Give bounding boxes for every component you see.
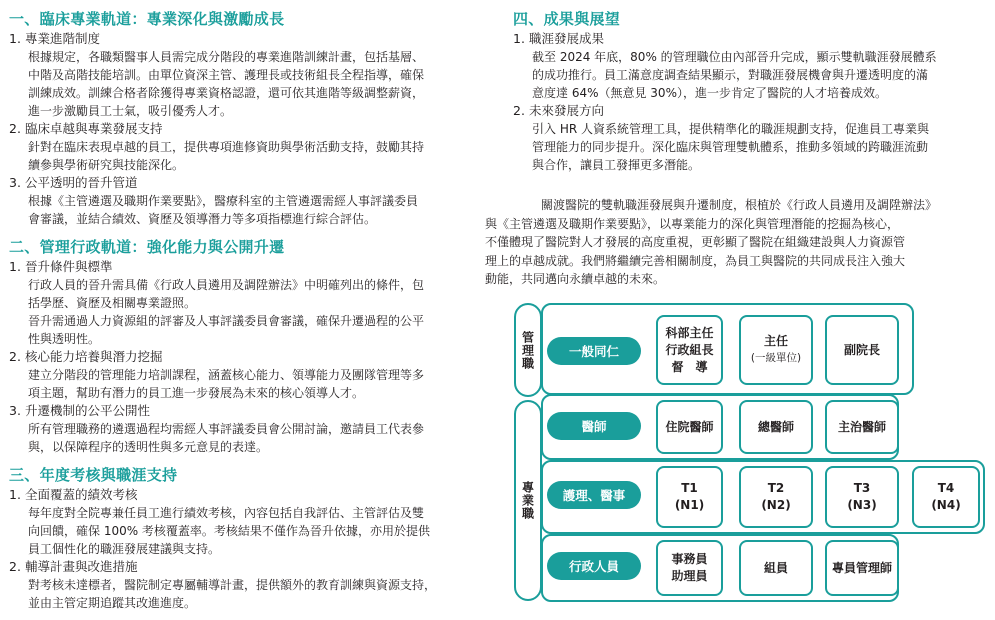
step-node: 科部主任 行政組長 督 導 (656, 315, 723, 385)
item-number: 1. (9, 31, 21, 46)
item-number: 1. (9, 487, 21, 502)
step-node: 主治醫師 (825, 400, 899, 454)
item-title: 升遷機制的公平公開性 (25, 403, 151, 418)
item-title: 臨床卓越與專業發展支持 (25, 121, 163, 136)
item-title: 專業進階制度 (25, 31, 101, 46)
step-node: 主任 (一級單位) (739, 315, 813, 385)
item-body: 行政人員的晉升需具備《行政人員遴用及調陞辦法》中明確列出的條件，包 括學歷、資歷及相關專業證照。 晉升需通過人力資源組的評審及人事評議委員會審議，確保升遷過程的公平 性與透明性。 (28, 278, 425, 346)
item-title: 公平透明的晉升管道 (25, 175, 138, 190)
section-heading: 一、臨床專業軌道：專業深化與激勵成長 (9, 10, 285, 28)
item-title: 晉升條件與標準 (25, 259, 113, 274)
section-heading: 二、管理行政軌道：強化能力與公開升遷 (9, 238, 285, 256)
item-title: 核心能力培養與潛力挖掘 (25, 349, 163, 364)
section-heading: 四、成果與展望 (513, 10, 621, 28)
step-node: 專員管理師 (825, 540, 899, 596)
step-node: 事務員 助理員 (656, 540, 723, 596)
group-management: 管理職 (514, 303, 542, 397)
item-body: 引入 HR 人資系統管理工具，提供精準化的職涯規劃支持，促進員工專業與 管理能力的同步提升。深化臨床與管理雙軌體系，推動多領域的跨職涯流動 與合作，讓員工發揮更多潛能。 (532, 122, 929, 172)
group-professional: 專業職 (514, 400, 542, 601)
item-number: 2. (9, 121, 21, 136)
item-number: 2. (9, 349, 21, 364)
item-number: 3. (9, 403, 21, 418)
item-body: 對考核未達標者，醫院制定專屬輔導計畫，提供額外的教育訓練與資源支持， 並由主管定期追蹤其改進進度。 (28, 578, 437, 610)
item-number: 2. (513, 103, 525, 118)
item-title: 全面覆蓋的績效考核 (25, 487, 138, 502)
start-pill: 醫師 (547, 412, 641, 440)
step-node: T4 (N4) (912, 466, 980, 528)
summary-paragraph: 關渡醫院的雙軌職涯發展與升遷制度，根植於《行政人員遴用及調陞辦法》 與《主管遴選及職期作業要點》，以專業能力的深化與管理潛能的挖掘為核心， 不僅體現了醫院對人才發展的高度重視，更彰顯了醫院在組織建設與人力資源管 理上的卓越成就。我們將繼續完善相關制度，為員工與醫院的共同成長注入強大 動能，共同邁向永續卓越的未來。 (485, 198, 938, 286)
start-pill: 行政人員 (547, 552, 641, 580)
item-number: 1. (9, 259, 21, 274)
start-pill: 一般同仁 (547, 337, 641, 365)
item-number: 2. (9, 559, 21, 574)
item-body: 針對在臨床表現卓越的員工，提供專項進修資助與學術活動支持，鼓勵其持 續參與學術研究與技能深化。 (28, 140, 425, 172)
start-pill: 護理、醫事 (547, 481, 641, 509)
item-title: 未來發展方向 (529, 103, 605, 118)
item-title: 輔導計畫與改進措施 (25, 559, 138, 574)
step-node: 住院醫師 (656, 400, 723, 454)
section-heading: 三、年度考核與職涯支持 (9, 466, 178, 484)
item-title: 職涯發展成果 (529, 31, 605, 46)
item-body: 所有管理職務的遴選過程均需經人事評議委員會公開討論，邀請員工代表參 與，以保障程序的透明性與多元意見的表達。 (28, 422, 425, 454)
step-node: 總醫師 (739, 400, 813, 454)
item-body: 根據規定，各職類醫事人員需完成分階段的專業進階訓練計畫，包括基層、 中階及高階技能培訓。由單位資深主管、護理長或技術組長全程指導，確保 訓練成效。訓練合格者除獲得專業資格認證，還可依其進階等級調整薪資， 進一步激勵員工士氣，吸引優秀人才。 (28, 50, 425, 118)
step-node: T3 (N3) (825, 466, 899, 528)
item-body: 根據《主管遴選及職期作業要點》，醫療科室的主管遴選需經人事評議委員 會審議，並結合績效、資歷及領導潛力等多項指標進行綜合評估。 (28, 194, 419, 226)
item-number: 3. (9, 175, 21, 190)
step-node: 副院長 (825, 315, 899, 385)
item-body: 每年度對全院專兼任員工進行績效考核，內容包括自我評估、主管評估及雙 向回饋，確保 100% 考核覆蓋率。考核結果不僅作為晉升依據，亦用於提供 員工個性化的職涯發展建議與支持。 (28, 506, 430, 556)
step-node: 組員 (739, 540, 813, 596)
item-number: 1. (513, 31, 525, 46)
step-node: T1 (N1) (656, 466, 723, 528)
item-body: 建立分階段的管理能力培訓課程，涵蓋核心能力、領導能力及團隊管理等多 項主題，幫助有潛力的員工進一步發展為未來的核心領導人才。 (28, 368, 425, 400)
item-body: 截至 2024 年底，80% 的管理職位由內部晉升完成，顯示雙軌職涯發展體系 的成功推行。員工滿意度調查結果顯示，對職涯發展機會與升遷透明度的滿 意度達 64%（無意見 30%），進一步肯定了醫院的人才培養成效。 (532, 50, 937, 100)
step-node: T2 (N2) (739, 466, 813, 528)
